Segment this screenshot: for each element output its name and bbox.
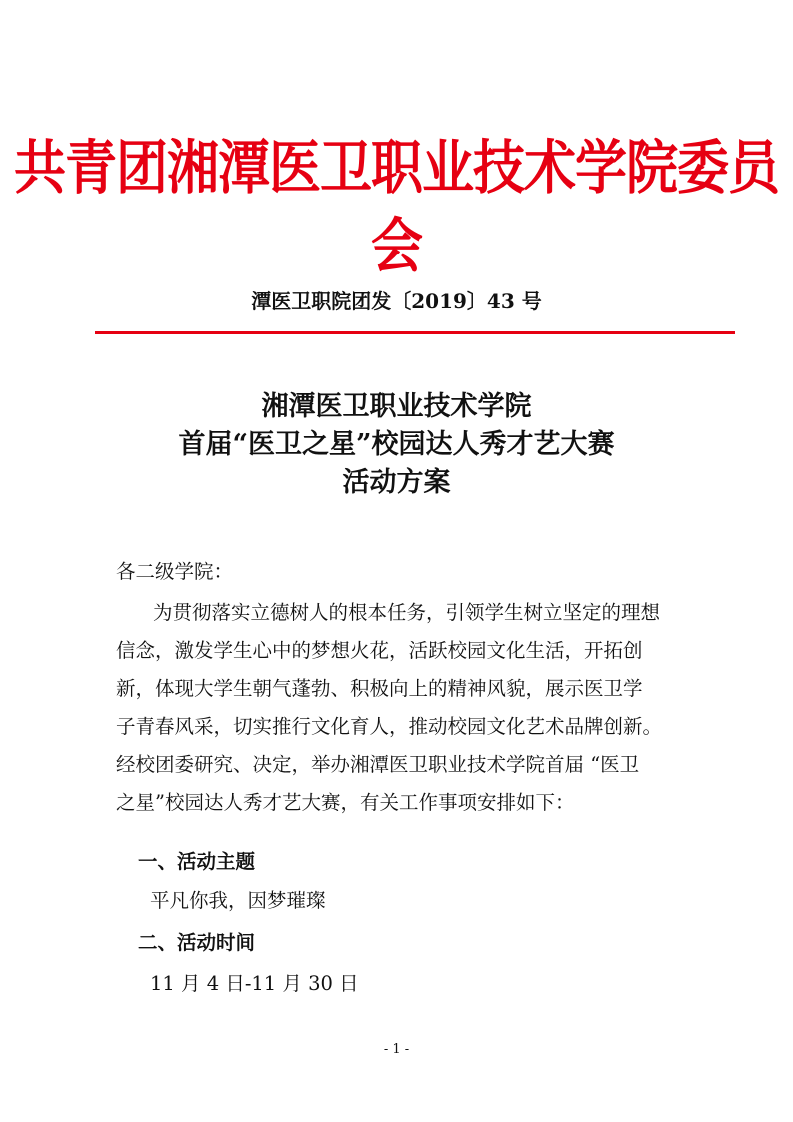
section-heading-time: 二、活动时间 bbox=[138, 931, 256, 954]
page-number: - 1 - bbox=[383, 1042, 410, 1057]
intro-line: 子青春风采，切实推行文化育人，推动校园文化艺术品牌创新。 bbox=[116, 715, 663, 738]
intro-line: 新，体现大学生朝气蓬勃、积极向上的精神风貌，展示医卫学 bbox=[116, 677, 643, 700]
title-line-1: 湘潭医卫职业技术学院 bbox=[261, 391, 532, 422]
document-number: 潭医卫职院团发〔2019〕43 号 bbox=[251, 289, 542, 313]
intro-line: 之星”校园达人秀才艺大赛，有关工作事项安排如下： bbox=[116, 791, 575, 814]
intro-line: 信念，激发学生心中的梦想火花，活跃校园文化生活，开拓创 bbox=[116, 639, 643, 662]
section-heading-theme: 一、活动主题 bbox=[138, 850, 256, 873]
body-text bbox=[116, 556, 686, 822]
section-content-time: 11 月 4 日-11 月 30 日 bbox=[150, 972, 359, 995]
red-divider-line bbox=[95, 331, 735, 334]
letterhead-title: 共青团湘潭医卫职业技术学院委员会 bbox=[13, 134, 779, 281]
title-line-3: 活动方案 bbox=[342, 467, 451, 498]
salutation: 各二级学院： bbox=[116, 560, 234, 583]
intro-line: 经校团委研究、决定，举办湘潭医卫职业技术学院首届 “医卫 bbox=[116, 753, 640, 776]
title-line-2: 首届“医卫之星”校园达人秀才艺大赛 bbox=[178, 429, 615, 460]
document-title bbox=[0, 388, 793, 502]
section-content-theme: 平凡你我，因梦璀璨 bbox=[150, 889, 326, 912]
intro-paragraph bbox=[116, 594, 686, 822]
intro-line: 为贯彻落实立德树人的根本任务，引领学生树立坚定的理想 bbox=[153, 601, 661, 624]
